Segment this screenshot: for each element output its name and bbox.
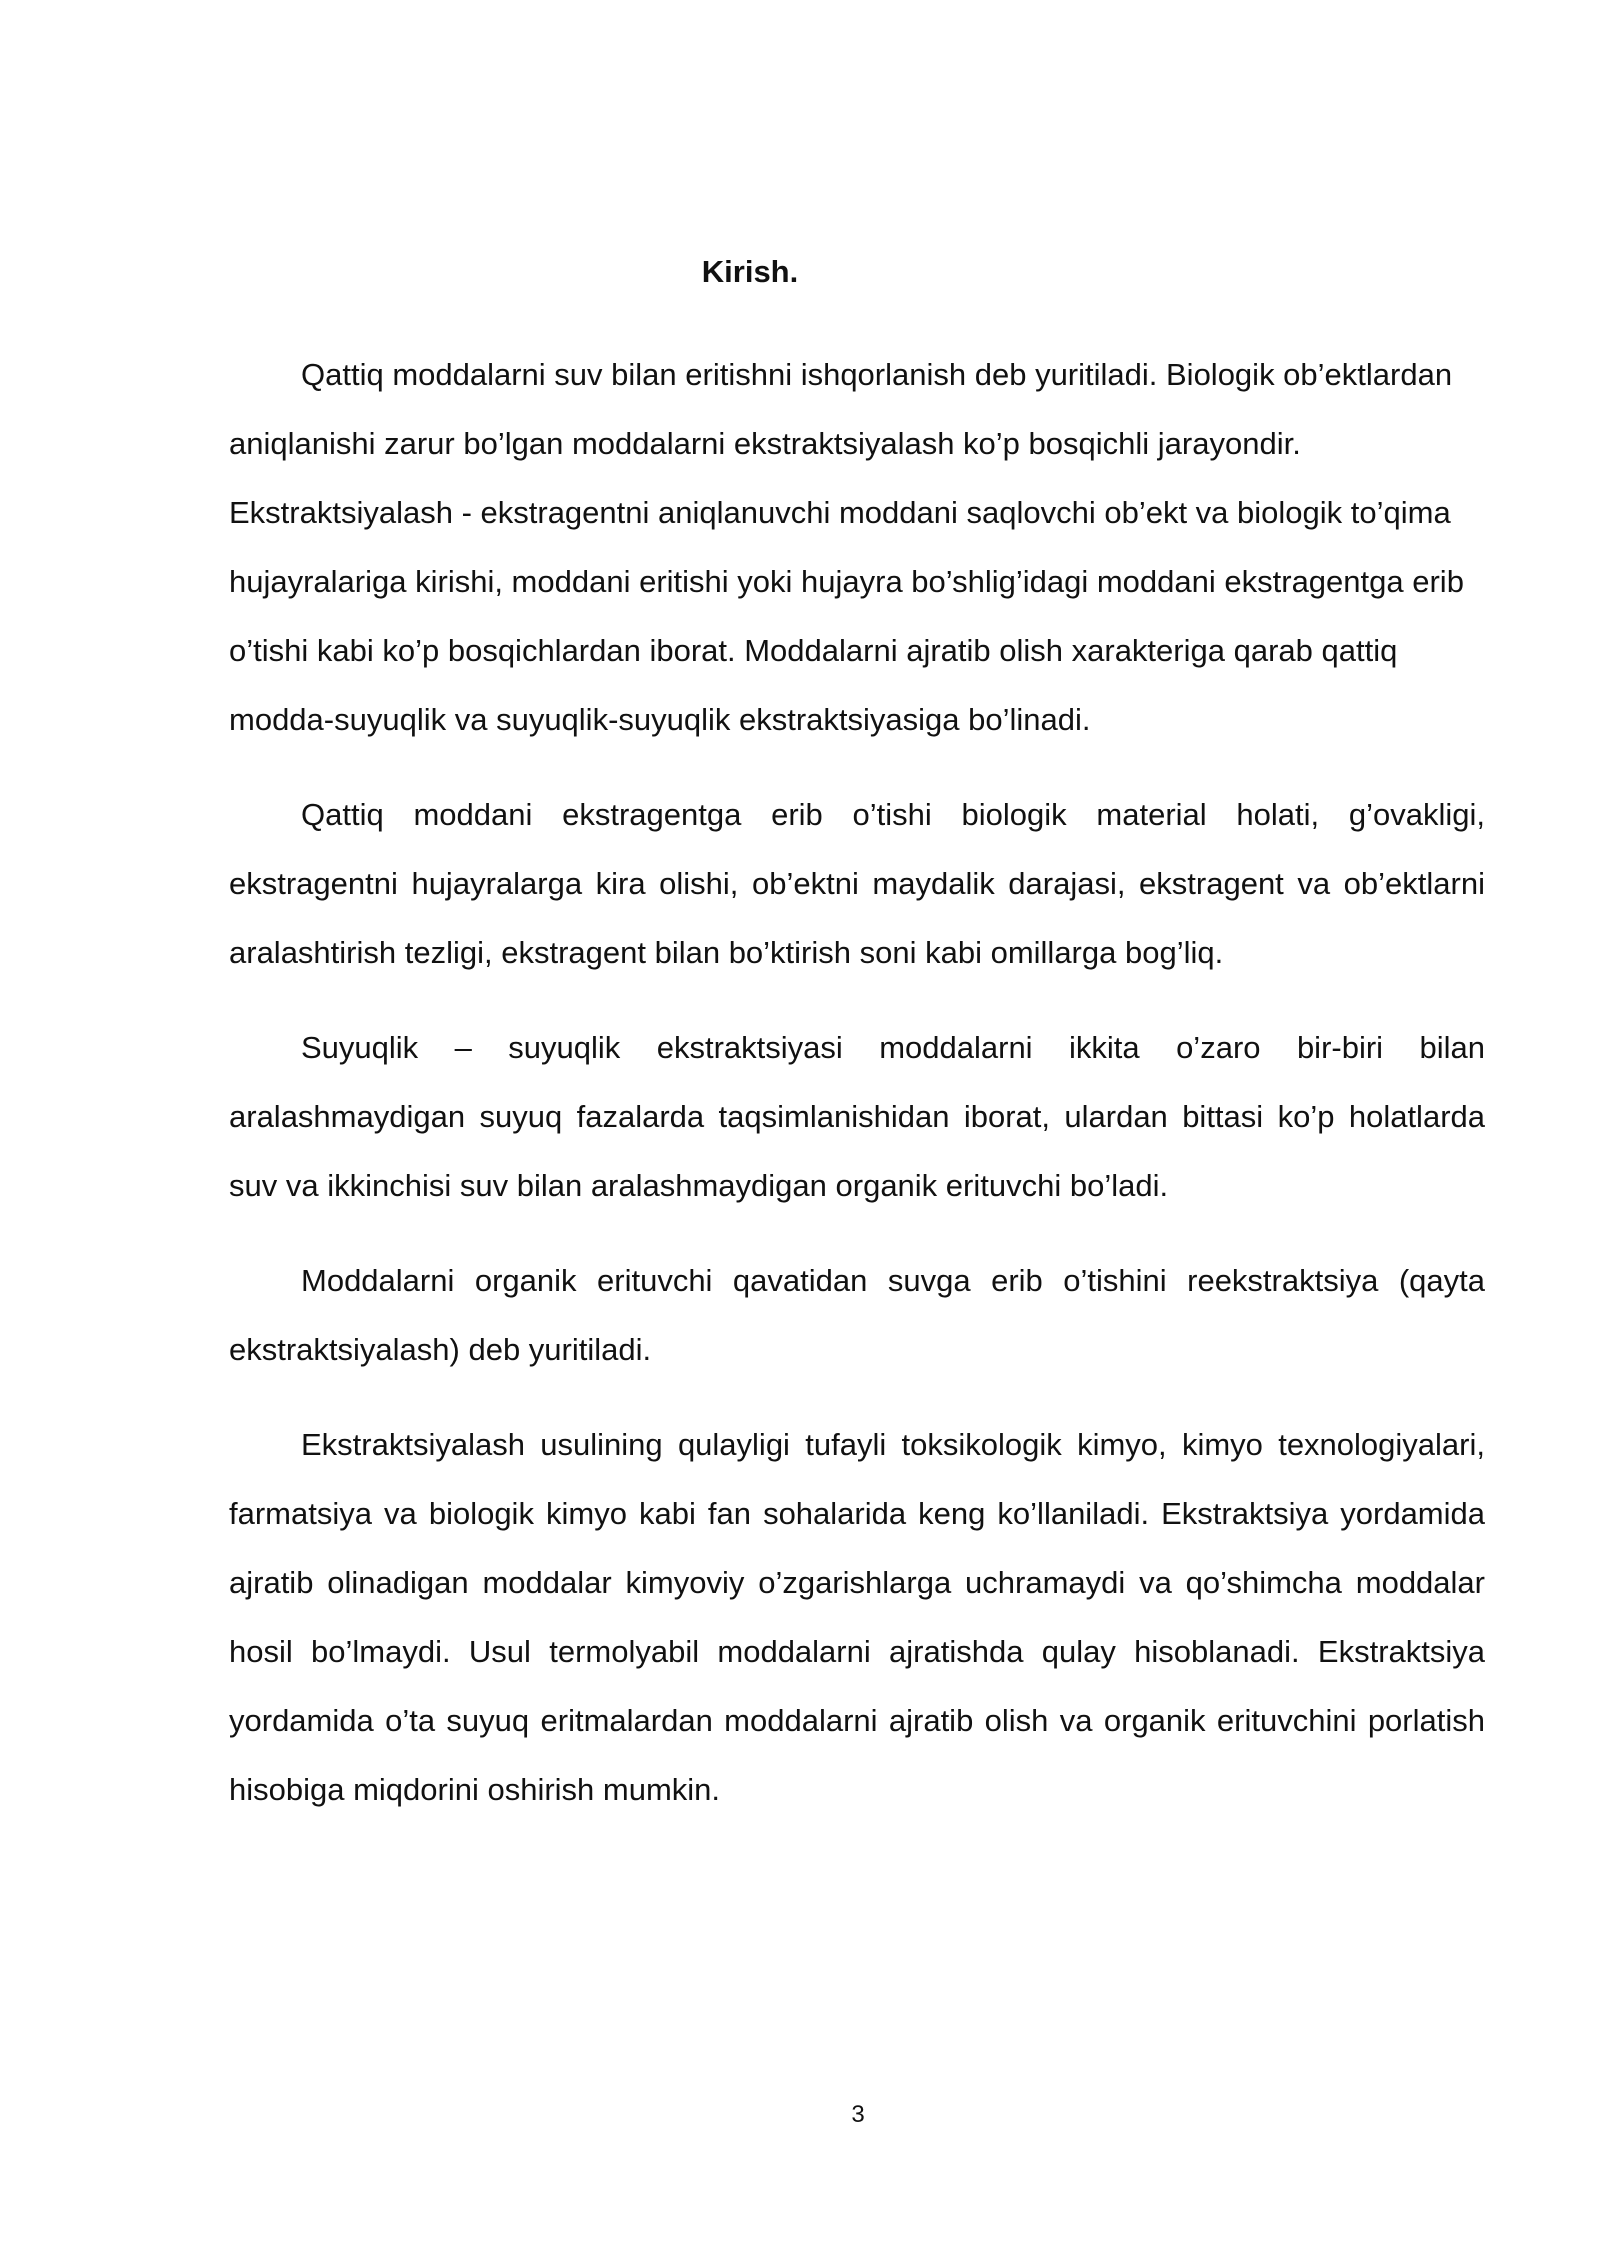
- paragraph-2: Qattiq moddani ekstragentga erib o’tishi biologik material holati, g’ovakligi, ekstragentni hujayralarga kira olishi, ob’ektni maydalik darajasi, ekstragent va ob’ektlarni aralashtirish tezligi, ekstragent bilan bo’ktirish soni kabi omillarga bog’liq.: [229, 797, 1485, 970]
- section-title: Kirish.: [701, 254, 799, 289]
- paragraph-1: Qattiq moddalarni suv bilan eritishni ishqorlanish deb yuritiladi. Biologik ob’ektlardan aniqlanishi zarur bo’lgan moddalarni ekstraktsiyalash ko’p bosqichli jarayondir. Ekstraktsiyalash - ekstragentni aniqlanuvchi moddani saqlovchi ob’ekt va biologik to’qima hujayralariga kirishi, moddani eritishi yoki hujayra bo’shlig’idagi moddani ekstragentga erib o’tishi kabi ko’p bosqichlardan iborat. Moddalarni ajratib olish xarakteriga qarab qattiq modda-suyuqlik va suyuqlik-suyuqlik ekstraktsiyasiga bo’linadi.: [229, 357, 1464, 737]
- paragraph-3: Suyuqlik – suyuqlik ekstraktsiyasi moddalarni ikkita o’zaro bir-biri bilan aralashmaydigan suyuq fazalarda taqsimlanishidan iborat, ulardan bittasi ko’p holatlarda suv va ikkinchisi suv bilan aralashmaydigan organik erituvchi bo’ladi.: [229, 1030, 1485, 1203]
- body-text: [229, 340, 1485, 1850]
- paragraph-4: Moddalarni organik erituvchi qavatidan suvga erib o’tishini reekstraktsiya (qayta ekstraktsiyalash) deb yuritiladi.: [229, 1263, 1485, 1367]
- paragraph-5: Ekstraktsiyalash usulining qulayligi tufayli toksikologik kimyo, kimyo texnologiyalari, farmatsiya va biologik kimyo kabi fan sohalarida keng ko’llaniladi. Ekstraktsiya yordamida ajratib olinadigan moddalar kimyoviy o’zgarishlarga uchramaydi va qo’shimcha moddalar hosil bo’lmaydi. Usul termolyabil moddalarni ajratishda qulay hisoblanadi. Ekstraktsiya yordamida o’ta suyuq eritmalardan moddalarni ajratib olish va organik erituvchini porlatish hisobiga miqdorini oshirish mumkin.: [229, 1427, 1485, 1807]
- page-number: 3: [851, 2101, 865, 2128]
